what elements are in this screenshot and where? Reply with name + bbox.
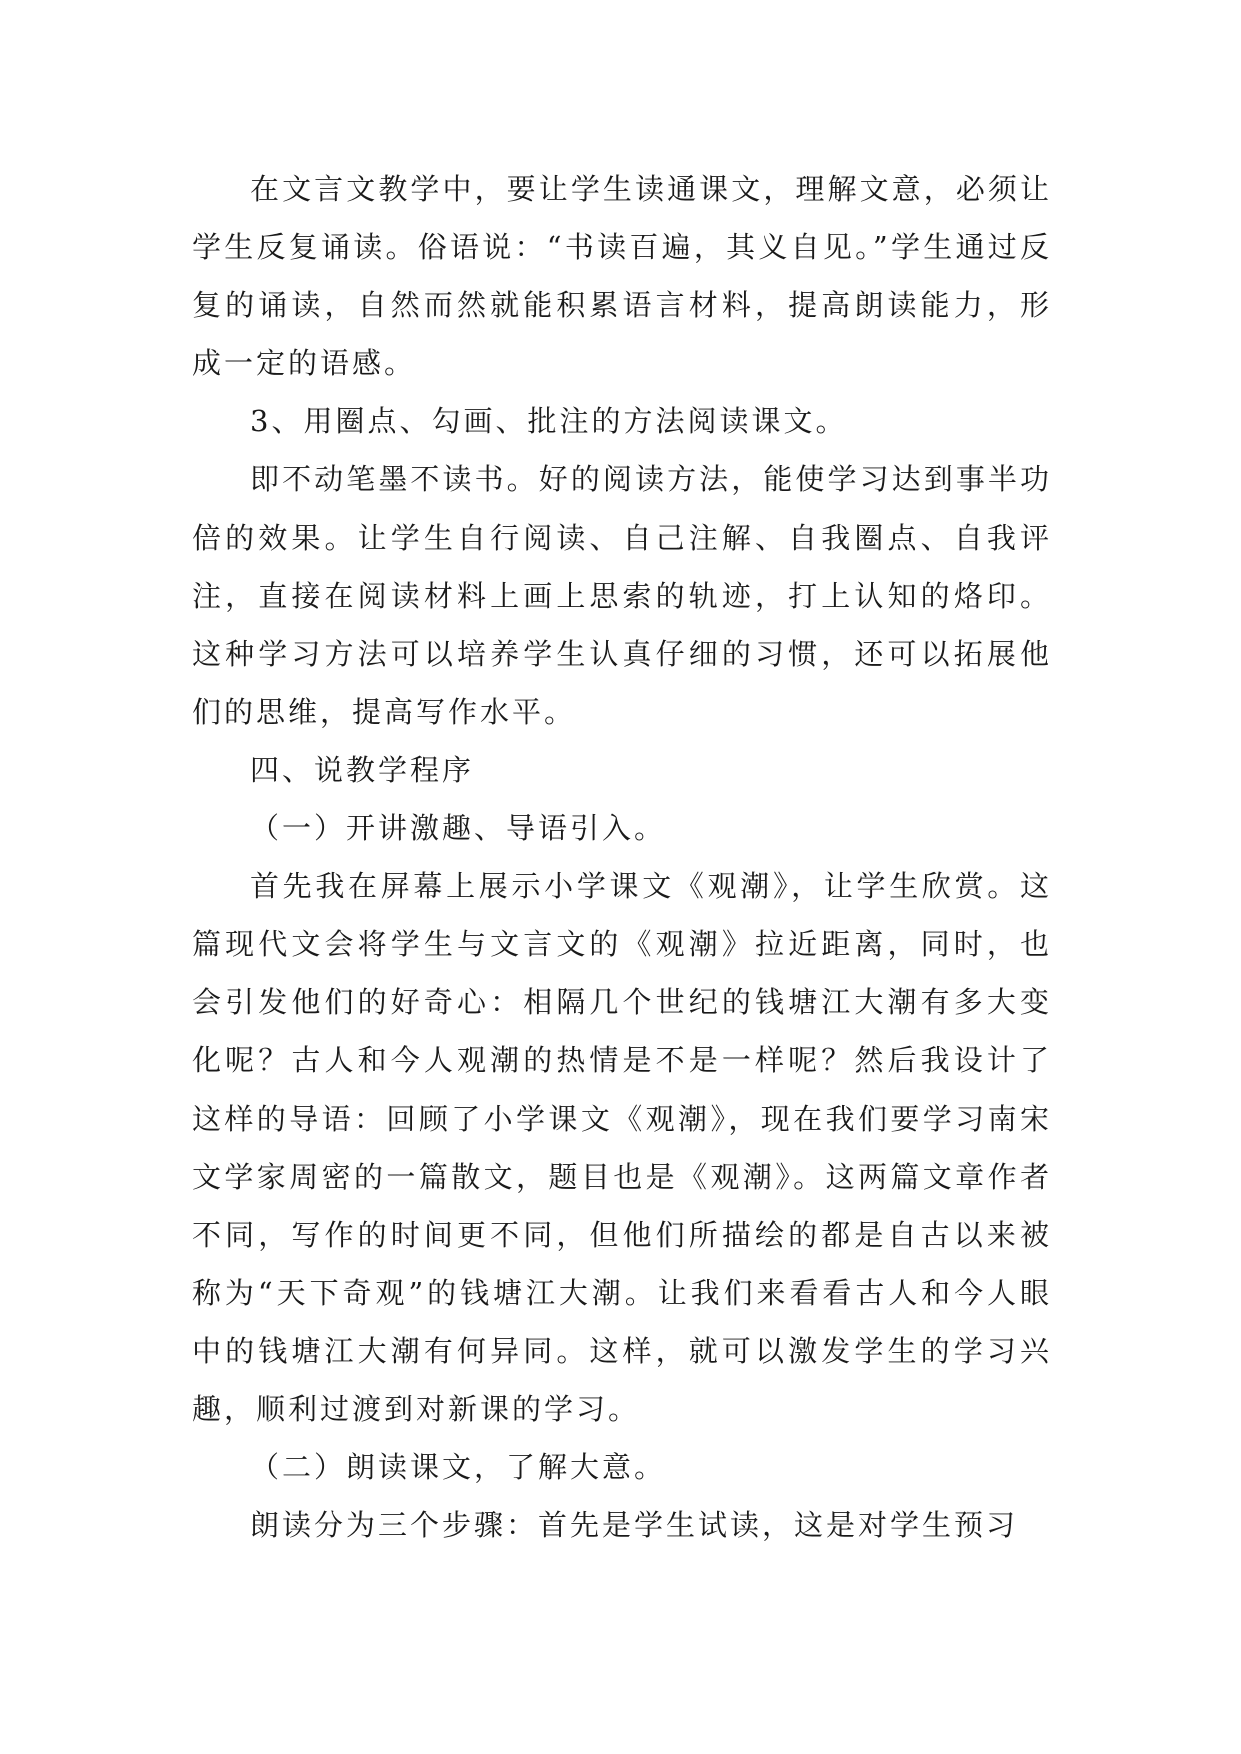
heading-step-one: （一）开讲激趣、导语引入。 bbox=[250, 811, 667, 846]
body-text bbox=[192, 160, 1052, 1554]
heading-teaching-procedure: 四、说教学程序 bbox=[250, 752, 475, 787]
paragraph-annotation-method: 即不动笔墨不读书。好的阅读方法，能使学习达到事半功倍的效果。让学生自行阅读、自己注解、自我圈点、自我评注，直接在阅读材料上画上思索的轨迹，打上认知的烙印。这种学习方法可以培养学生认真仔细的习惯，还可以拓展他们的思维，提高写作水平。 bbox=[192, 462, 1052, 729]
heading-step-two: （二）朗读课文，了解大意。 bbox=[250, 1450, 667, 1485]
paragraph-recitation: 在文言文教学中，要让学生读通课文，理解文意，必须让学生反复诵读。俗语说：“书读百遍，其义自见。”学生通过反复的诵读，自然而然就能积累语言材料，提高朗读能力，形成一定的语感。 bbox=[192, 172, 1052, 381]
paragraph-step-two: 朗读分为三个步骤：首先是学生试读，这是对学生预习 bbox=[250, 1508, 1019, 1543]
heading-annotation-method: 3、用圈点、勾画、批注的方法阅读课文。 bbox=[250, 404, 848, 439]
paragraph-step-one: 首先我在屏幕上展示小学课文《观潮》，让学生欣赏。这篇现代文会将学生与文言文的《观潮》拉近距离，同时，也会引发他们的好奇心：相隔几个世纪的钱塘江大潮有多大变化呢？古人和今人观潮的热情是不是一样呢？然后我设计了这样的导语：回顾了小学课文《观潮》，现在我们要学习南宋文学家周密的一篇散文，题目也是《观潮》。这两篇文章作者不同，写作的时间更不同，但他们所描绘的都是自古以来被称为“天下奇观”的钱塘江大潮。让我们来看看古人和今人眼中的钱塘江大潮有何异同。这样，就可以激发学生的学习兴趣，顺利过渡到对新课的学习。 bbox=[192, 869, 1052, 1426]
